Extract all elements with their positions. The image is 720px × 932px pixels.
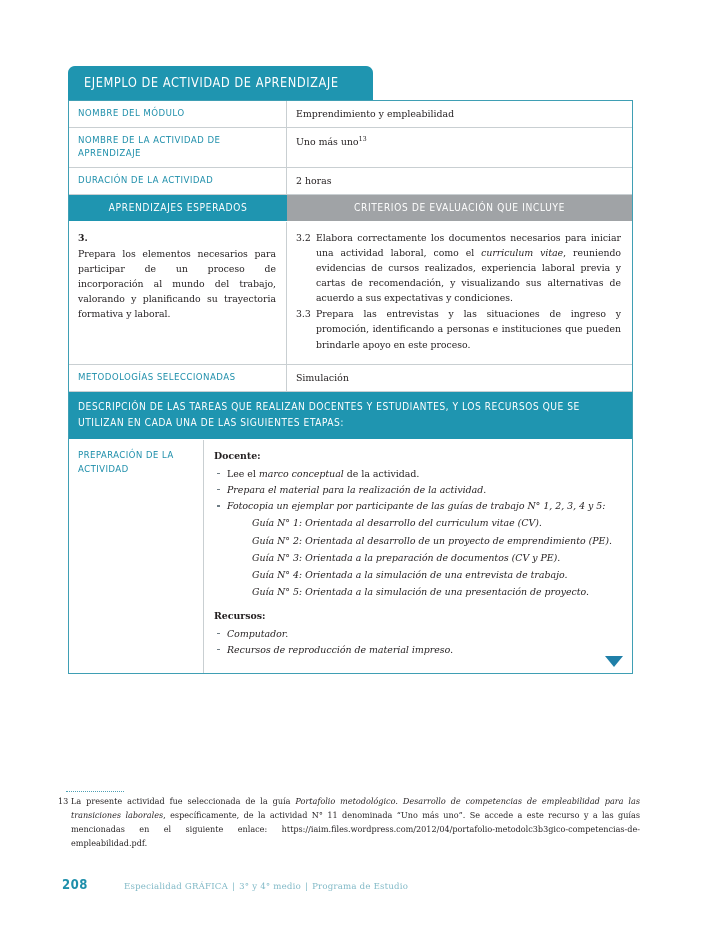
footnote-body (71, 795, 640, 851)
task-italic: marco conceptual (258, 468, 344, 480)
learning-outcome-text: Prepara los elementos necesarios para participar de un proceso de incorporación al mundo del trabajo, valorando y planificando su trayectoria formativa y laboral. (78, 249, 276, 321)
header-aprendizajes-esperados: APRENDIZAJES ESPERADOS (69, 195, 287, 221)
list-item (214, 483, 618, 498)
docente-task-list (214, 467, 618, 515)
guide-pre: Guía N° 2: Orientada al desarrollo de un proyecto de emprendimiento (PE). (252, 535, 613, 547)
row-value-duracion (287, 168, 632, 194)
list-item (214, 585, 618, 600)
criteria-item (296, 307, 621, 352)
guide-pre: Guía N° 3: Orientada a la preparación de documentos (CV y PE). (252, 552, 561, 564)
list-item (214, 467, 618, 482)
learning-outcome-cell (69, 222, 287, 363)
criteria-text (316, 231, 621, 306)
list-item (214, 551, 618, 566)
list-item (214, 627, 618, 642)
row-label-actividad: NOMBRE DE LA ACTIVIDAD DE APRENDIZAJE (69, 128, 287, 167)
preparation-content (204, 440, 632, 673)
recursos-list (214, 627, 618, 658)
metodologias-value-text: Simulación (296, 372, 349, 384)
list-item (214, 499, 618, 514)
actividad-value-text: Uno más uno (296, 137, 359, 149)
modulo-value-text: Emprendimiento y empleabilidad (296, 109, 455, 120)
criteria-text-italic: curriculum vitae (481, 248, 564, 260)
footer-program: Programa de Estudio (312, 882, 409, 892)
guide-italic: curriculum vitae (436, 518, 515, 530)
task-prefix: Lee el (227, 468, 259, 480)
criteria-cell (287, 222, 632, 363)
footnote-number: 13 (58, 796, 69, 806)
page-footer (62, 878, 408, 893)
criteria-text-part2: , reuniendo evidencias de cursos realizados, experiencia laboral previa y cartas de recomendación, y visualizando sus alternativas de acuerdo a sus expectativas y condiciones. (316, 248, 621, 305)
criteria-text-part1: Elabora correctamente los documentos necesarios para iniciar una actividad laboral, como el (316, 233, 621, 260)
recursos-heading: Recursos: (214, 611, 266, 623)
footer-meta (124, 882, 408, 892)
guide-pre: Guía N° 1: Orientada al desarrollo del (252, 518, 437, 530)
table-row (69, 365, 632, 392)
header-criterios-evaluacion: CRITERIOS DE EVALUACIÓN QUE INCLUYE (287, 195, 632, 221)
task-italic: Fotocopia un ejemplar por participante de las guías de trabajo N° 1, 2, 3, 4 y 5: (227, 501, 606, 513)
row-label-duracion: DURACIÓN DE LA ACTIVIDAD (69, 168, 287, 194)
guide-pre: Guía N° 5: Orientada a la simulación de una presentación de proyecto. (252, 587, 589, 599)
preparation-row (69, 440, 632, 673)
description-band: DESCRIPCIÓN DE LAS TAREAS QUE REALIZAN DOCENTES Y ESTUDIANTES, Y LOS RECURSOS QUE SE UTILIZAN EN CADA UNA DE LAS SIGUIENTES ETAPAS: (69, 392, 632, 441)
guide-post: (CV). (514, 518, 542, 530)
learning-criteria-row (69, 222, 632, 364)
row-label-modulo: NOMBRE DEL MÓDULO (69, 101, 287, 127)
activity-table (68, 100, 633, 674)
triangle-down-icon[interactable] (605, 656, 623, 667)
list-item (214, 534, 618, 549)
footer-specialty: Especialidad GRÁFICA (124, 882, 228, 892)
criteria-text-part1: Prepara las entrevistas y las situaciones de ingreso y promoción, identificando a personas e instituciones que pueden brindarle apoyo en este proceso. (316, 309, 621, 351)
guides-list (214, 516, 618, 600)
list-item (214, 643, 618, 658)
table-row (69, 101, 632, 128)
footnote-part1: La presente actividad fue seleccionada de la guía (71, 796, 296, 806)
recurso-text: Recursos de reproducción de material impreso. (227, 644, 454, 656)
footer-level: 3° y 4° medio (239, 882, 301, 892)
footnote-separator (66, 791, 124, 792)
footnote (58, 795, 640, 851)
footnote-ref: 13 (358, 135, 367, 144)
criteria-key: 3.3 (296, 309, 311, 321)
recurso-text: Computador. (227, 628, 289, 640)
list-item (214, 516, 618, 531)
task-italic: Prepara el material para la realización de la actividad. (227, 484, 487, 496)
footnote-part2: , específicamente, de la actividad N° 11 denominada “Uno más uno”. Se accede a este recurso y a las guías mencionadas en el siguiente enlace: (71, 809, 640, 834)
footer-separator: | (304, 882, 309, 892)
section-title-tab (68, 66, 373, 100)
row-value-modulo (287, 101, 632, 127)
table-row (69, 128, 632, 168)
task-suffix: de la actividad. (343, 468, 420, 480)
learning-outcome-number: 3. (78, 233, 88, 245)
column-header-band (69, 195, 632, 222)
row-value-actividad (287, 128, 632, 167)
criteria-key: 3.2 (296, 233, 311, 245)
footnote-italic-title: Portafolio metodológico. Desarrollo de competencias de empleabilidad para las transiciones laborales (71, 796, 640, 820)
docente-heading: Docente: (214, 451, 261, 463)
criteria-item (296, 231, 621, 306)
duracion-value-text: 2 horas (296, 176, 332, 188)
footer-separator: | (232, 882, 236, 892)
footnote-url[interactable]: https://iaim.files.wordpress.com/2012/04/portafolio-metodolc3b3gico-competencias-de-empleabilidad.pdf. (71, 823, 640, 848)
stage-label-preparacion: PREPARACIÓN DE LA ACTIVIDAD (69, 440, 204, 673)
table-row (69, 168, 632, 195)
row-label-metodologias: METODOLOGÍAS SELECCIONADAS (69, 365, 287, 391)
row-value-metodologias (287, 365, 632, 391)
guide-pre: Guía N° 4: Orientada a la simulación de una entrevista de trabajo. (252, 569, 568, 581)
criteria-text (316, 307, 621, 352)
section-title-text: EJEMPLO DE ACTIVIDAD DE APRENDIZAJE (84, 75, 339, 91)
page-number: 208 (62, 878, 88, 893)
list-item (214, 568, 618, 583)
